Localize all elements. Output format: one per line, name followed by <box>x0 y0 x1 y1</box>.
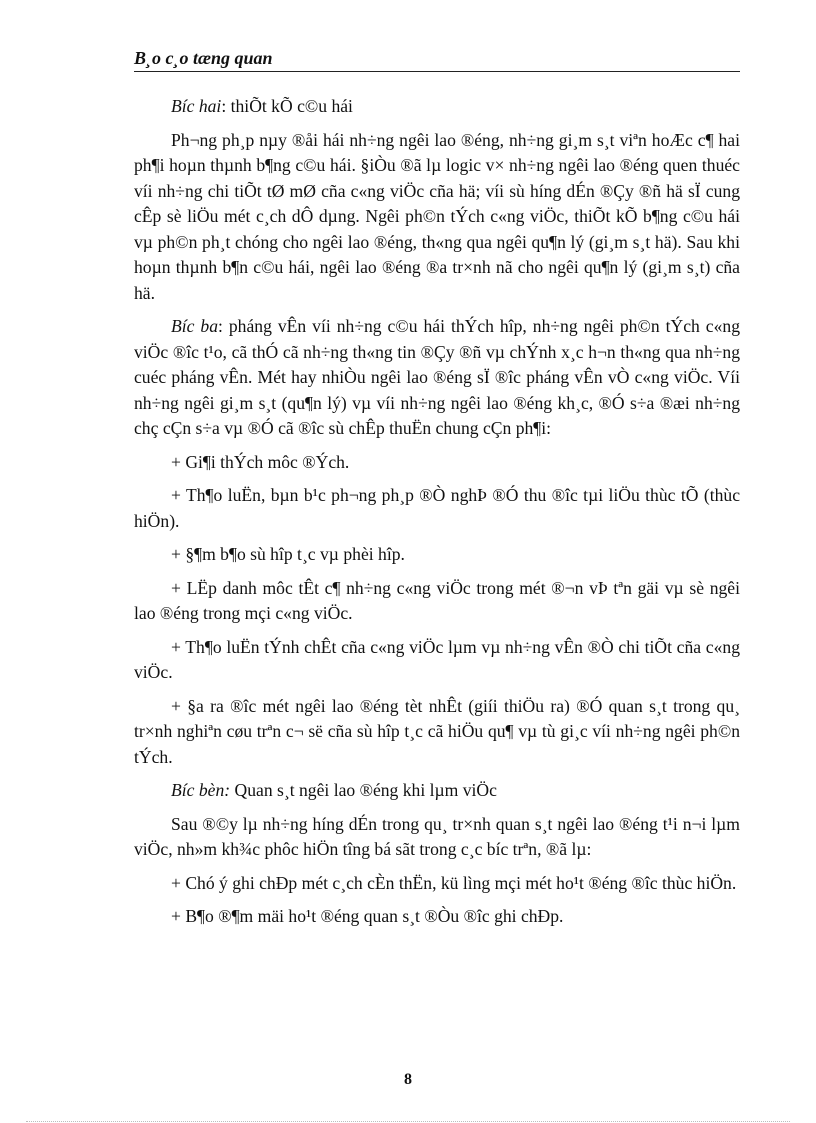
paragraph-text: + Th¶o luËn, bµn b¹c ph¬ng ph¸p ®Ò nghÞ ®Ó thu ®îc tµi liÖu thùc tÕ (thùc hiÖn). <box>134 485 740 531</box>
paragraph <box>134 694 740 771</box>
paragraph-lead: Bíc hai <box>171 96 222 116</box>
paragraph <box>134 635 740 686</box>
paragraph <box>134 450 740 476</box>
paragraph-text: + Gi¶i thÝch môc ®Ých. <box>171 451 350 472</box>
paragraph-text: + Th¶o luËn tÝnh chÊt cña c«ng viÖc lµm vµ nh÷ng vÊn ®Ò chi tiÕt cña c«ng viÖc. <box>134 636 740 682</box>
body-text <box>134 94 740 938</box>
paragraph-text: : pháng vÊn víi nh÷ng c©u hái thÝch hîp, nh÷ng ngêi ph©n tÝch c«ng viÖc ®îc t¹o, cã thÓ cã nh÷ng th«ng tin ®Çy ®ñ vµ chÝnh x¸c h¬n th«ng qua nh÷ng cuéc pháng vÊn. Mét hay nhiÒu ngêi lao ®éng sÏ ®îc pháng vÊn vÒ c«ng viÖc. Víi nh÷ng ngêi gi¸m s¸t (qu¶n lý) vµ víi nh÷ng ngêi lao ®éng kh¸c, ®Ó s÷a ®æi nh÷ng chç cÇn s÷a vµ ®Ó cã ®îc sù chÊp thuËn chung cÇn ph¶i: <box>134 316 740 438</box>
paragraph <box>134 812 740 863</box>
paragraph <box>134 576 740 627</box>
paragraph <box>134 314 740 442</box>
paragraph <box>134 904 740 930</box>
paragraph-text: + B¶o ®¶m mäi ho¹t ®éng quan s¸t ®Òu ®îc ghi chÐp. <box>171 906 564 926</box>
paragraph-text: Quan s¸t ngêi lao ®éng khi lµm viÖc <box>230 780 497 800</box>
paragraph-text: : thiÕt kÕ c©u hái <box>221 96 353 116</box>
paragraph <box>134 871 740 897</box>
paragraph-text: Ph¬ng ph¸p nµy ®åi hái nh÷ng ngêi lao ®éng, nh÷ng gi¸m s¸t viªn hoÆc c¶ hai ph¶i hoµn thµnh b¶ng c©u hái. §iÒu ®ã lµ logic v× nh÷ng ngêi lao ®éng quen thuéc víi nh÷ng chi tiÕt tØ mØ cña c«ng viÖc cña hä; víi sù híng dÉn ®Çy ®ñ hä sÏ cung cÊp sè liÖu mét c¸ch dÔ dµng. Ngêi ph©n tÝch c«ng viÖc, thiÕt kÕ b¶ng c©u hái vµ ph©n ph¸t chóng cho ngêi lao ®éng, th«ng qua ngêi qu¶n lý (gi¸m s¸t hä). Sau khi hoµn thµnh b¶n c©u hái, ngêi lao ®éng ®a tr×nh nã cho ngêi qu¶n lý (gi¸m s¸t) cña hä. <box>134 129 740 303</box>
page-bottom-rule <box>26 1121 790 1122</box>
paragraph <box>134 94 740 120</box>
paragraph <box>134 778 740 804</box>
page-number: 8 <box>404 1071 412 1088</box>
paragraph-lead: Bíc bèn: <box>171 780 231 800</box>
paragraph-text: + §a ra ®îc mét ngêi lao ®éng tèt nhÊt (giíi thiÖu ra) ®Ó quan s¸t trong qu¸ tr×nh nghiªn cøu trªn c¬ së cña sù hîp t¸c cã hiÖu qu¶ vµ tù gi¸c víi nh÷ng ngêi ph©n tÝch. <box>134 695 740 767</box>
paragraph-text: Sau ®©y lµ nh÷ng híng dÉn trong qu¸ tr×nh quan s¸t ngêi lao ®éng t¹i n¬i lµm viÖc, nh»m kh¾c phôc hiÖn tîng bá sãt trong c¸c bíc trªn, ®ã lµ: <box>134 813 740 859</box>
paragraph-lead: Bíc ba <box>171 316 219 336</box>
page-header <box>134 48 740 72</box>
paragraph-text: + §¶m b¶o sù hîp t¸c vµ phèi hîp. <box>171 544 405 564</box>
paragraph-text: + LËp danh môc tÊt c¶ nh÷ng c«ng viÖc trong mét ®¬n vÞ tªn gäi vµ sè ngêi lao ®éng trong mçi c«ng viÖc. <box>134 577 740 623</box>
paragraph <box>134 128 740 307</box>
paragraph <box>134 483 740 534</box>
paragraph <box>134 542 740 568</box>
header-title: B¸o c¸o tæng quan <box>134 48 273 68</box>
paragraph-text: + Chó ý ghi chÐp mét c¸ch cÈn thËn, kü lìng mçi mét ho¹t ®éng ®îc thùc hiÖn. <box>171 872 737 893</box>
